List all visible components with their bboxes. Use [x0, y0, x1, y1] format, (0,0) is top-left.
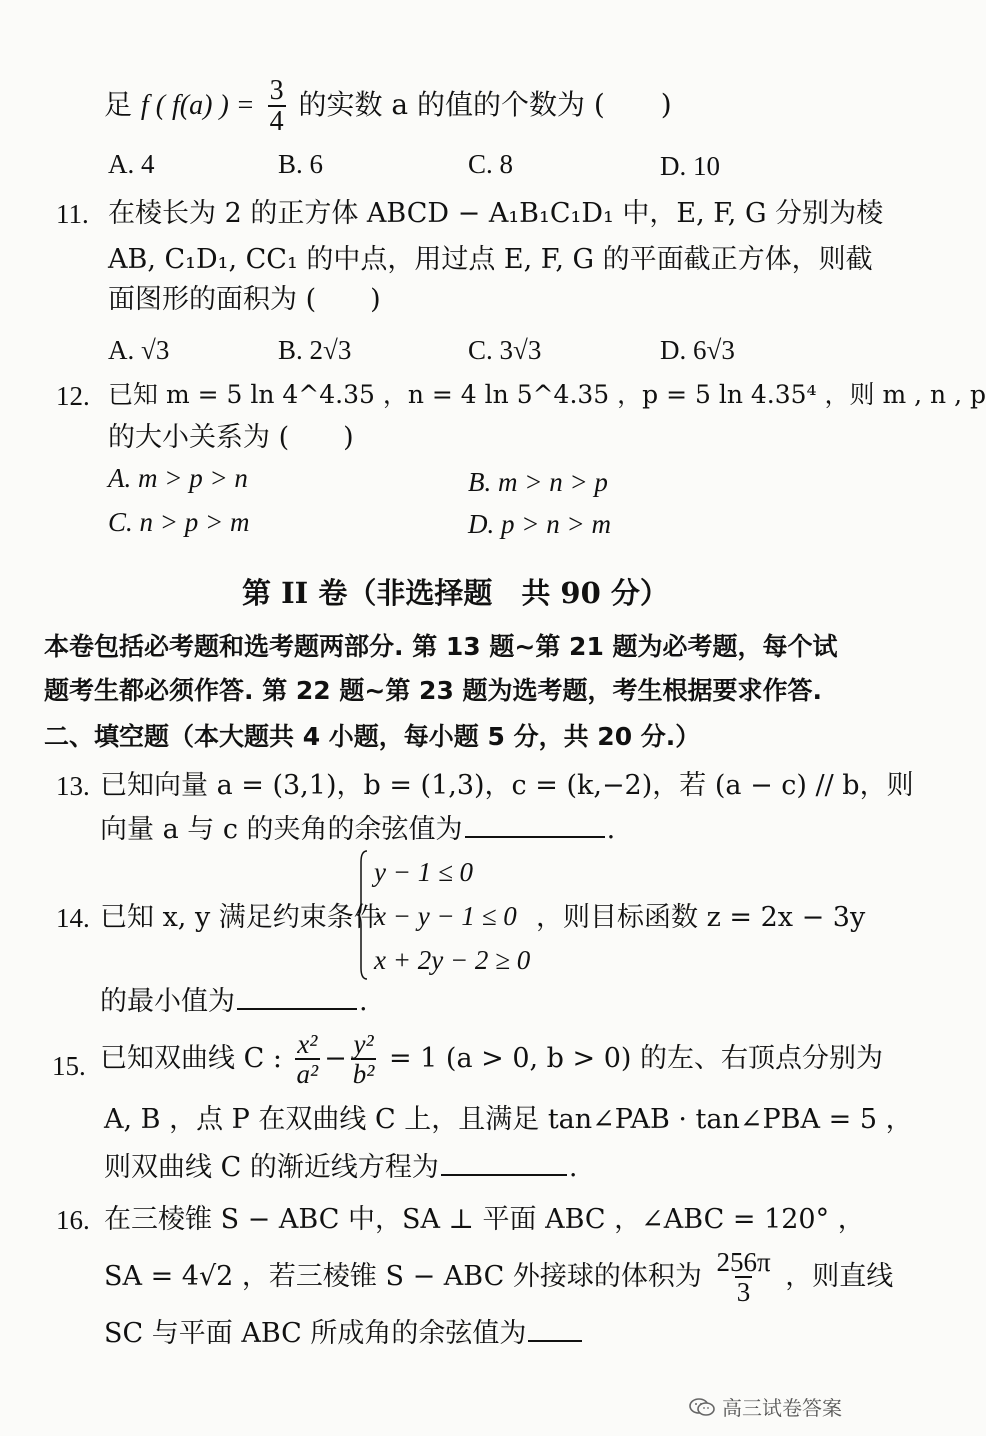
q10-frac-den: 4: [269, 106, 284, 138]
q15-frac1-num: x²: [297, 1029, 318, 1059]
q13-line2-text: 向量 a 与 c 的夹角的余弦值为: [100, 814, 463, 845]
q13-line1: 已知向量 a = (3,1)，b = (1,3)，c = (k,−2)，若 (a − c) // b，则: [100, 770, 914, 801]
q12-option-a: A. m > p > n: [108, 463, 248, 493]
q10-fraction: [268, 76, 286, 137]
q15-frac1-den: a²: [296, 1059, 319, 1090]
q12-option-c: C. n > p > m: [108, 507, 250, 537]
q11-line2: AB, C₁D₁, CC₁ 的中点，用过点 E, F, G 的平面截正方体，则截: [108, 244, 873, 275]
q13-number: 13.: [56, 771, 90, 801]
q16-line2-suffix: ，则直线: [785, 1260, 894, 1292]
q10-option-c: C. 8: [468, 149, 514, 179]
q16-line2: [104, 1248, 893, 1307]
q15-fraction-y: [351, 1030, 377, 1089]
q15-line3-end: .: [568, 1152, 578, 1183]
q12-number: 12.: [56, 381, 90, 411]
q11-line3: 面图形的面积为 ( ): [108, 284, 381, 315]
q11-line1: 在棱长为 2 的正方体 ABCD − A₁B₁C₁D₁ 中，E, F, G 分别为棱: [108, 198, 884, 229]
q11-option-a: A. √3: [108, 335, 170, 365]
q14-line2: [100, 986, 368, 1018]
q13-line2-end: .: [606, 814, 616, 845]
q13-answer-blank[interactable]: [465, 836, 605, 838]
q15-frac2-num: y²: [353, 1029, 374, 1059]
q15-number: 15.: [52, 1051, 86, 1081]
q15-answer-blank[interactable]: [441, 1174, 567, 1176]
section-title: 第 II 卷（非选择题 共 90 分）: [242, 576, 669, 610]
q12-line2: 的大小关系为 ( ): [108, 422, 354, 453]
q14-answer-blank[interactable]: [237, 1008, 357, 1010]
q15-line1-suffix: = 1 (a > 0, b > 0) 的左、右顶点分别为: [388, 1042, 884, 1074]
q16-answer-blank[interactable]: [528, 1340, 582, 1342]
q10-stem-prefix: 足: [104, 87, 133, 121]
q15-line2: A, B ，点 P 在双曲线 C 上，且满足 tan∠PAB · tan∠PBA = 5 ，: [104, 1104, 913, 1135]
q14-prefix: 已知 x, y 满足约束条件: [100, 902, 381, 933]
q16-number: 16.: [56, 1205, 90, 1235]
q14-constraint-2: x − y − 1 ≤ 0: [374, 901, 517, 931]
q14-constraint-1: y − 1 ≤ 0: [374, 857, 474, 887]
q14-line2-text: 的最小值为: [100, 986, 235, 1017]
q16-fraction: [714, 1248, 772, 1307]
q15-frac2-den: b²: [352, 1059, 375, 1090]
q11-option-c: C. 3√3: [468, 335, 542, 365]
q10-option-a: A. 4: [108, 149, 155, 179]
q12-option-b: B. m > n > p: [468, 467, 608, 497]
q10-option-b: B. 6: [278, 149, 324, 179]
wechat-icon: [688, 1397, 716, 1417]
q14-line2-end: .: [359, 986, 368, 1017]
q14-brace: [358, 850, 368, 980]
q11-number: 11.: [56, 199, 89, 229]
q16-line2-prefix: SA = 4√2 ，若三棱锥 S − ABC 外接球的体积为: [104, 1260, 702, 1292]
q16-line3-text: SC 与平面 ABC 所成角的余弦值为: [104, 1318, 527, 1349]
q16-frac-den: 3: [736, 1277, 751, 1308]
section-intro-line2: 题考生都必须作答. 第 22 题~第 23 题为选考题，考生根据要求作答.: [44, 676, 823, 705]
q11-option-b: B. 2√3: [278, 335, 352, 365]
q13-line2: [100, 814, 615, 846]
part-heading: 二、填空题（本大题共 4 小题，每小题 5 分，共 20 分.）: [44, 722, 701, 751]
q14-number: 14.: [56, 903, 90, 933]
q16-frac-num: 256π: [716, 1247, 771, 1277]
q14-suffix: ，则目标函数 z = 2x − 3y: [536, 902, 866, 933]
q15-fraction-x: [295, 1030, 321, 1089]
q11-option-d: D. 6√3: [660, 335, 735, 365]
q12-option-d: D. p > n > m: [468, 509, 611, 539]
q15-line3: [104, 1152, 577, 1184]
q15-line3-text: 则双曲线 C 的渐近线方程为: [104, 1152, 439, 1183]
q10-stem-suffix: 的实数 a 的值的个数为 ( ): [298, 87, 672, 121]
q12-line1: 已知 m = 5 ln 4^4.35 ，n = 4 ln 5^4.35 ，p = 5 ln 4.35⁴ ，则 m , n , p: [108, 380, 986, 409]
q16-line3: [104, 1318, 584, 1350]
section-intro-line1: 本卷包括必考题和选考题两部分. 第 13 题~第 21 题为必考题，每个试: [44, 632, 838, 661]
q16-line1: 在三棱锥 S − ABC 中，SA ⊥ 平面 ABC ，∠ABC = 120° ，: [104, 1204, 865, 1235]
q10-stem: [104, 76, 672, 137]
q15-line1: [100, 1030, 883, 1089]
q15-line1-prefix: 已知双曲线 C :: [100, 1042, 282, 1074]
q14-constraint-3: x + 2y − 2 ≥ 0: [374, 945, 531, 975]
footer-text: 高三试卷答案: [722, 1396, 842, 1420]
q10-option-d: D. 10: [660, 151, 720, 181]
q10-expression: f ( f(a) ) =: [140, 89, 255, 121]
footer-watermark: [688, 1392, 842, 1421]
q15-minus: −: [324, 1042, 347, 1074]
q10-frac-num: 3: [269, 75, 284, 106]
